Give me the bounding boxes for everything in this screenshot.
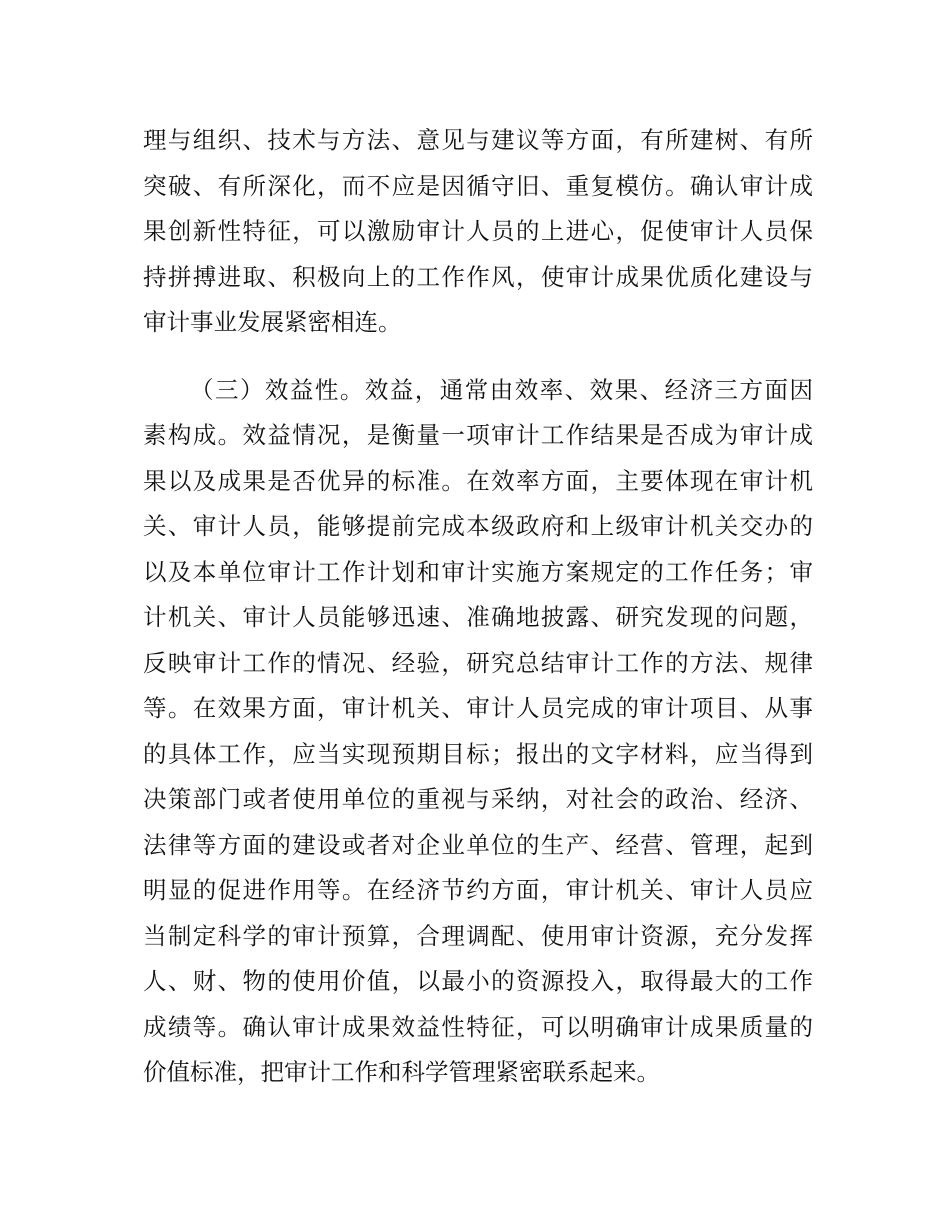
paragraph-line: 理与组织、技术与方法、意见与建议等方面，有所建树、有所 (143, 126, 813, 154)
paragraph-1 (143, 118, 813, 346)
paragraph-line: 关、审计人员，能够提前完成本级政府和上级审计机关交办的 (143, 512, 813, 540)
paragraph-line: 素构成。效益情况，是衡量一项审计工作结果是否成为审计成 (143, 421, 813, 449)
paragraph-line: 突破、有所深化，而不应是因循守旧、重复模仿。确认审计成 (143, 171, 813, 200)
paragraph-line: 审计事业发展紧密相连。 (143, 308, 402, 336)
paragraph-line: 当制定科学的审计预算，合理调配、使用审计资源，充分发挥 (143, 921, 813, 950)
paragraph-line: 法律等方面的建设或者对企业单位的生产、经营、管理，起到 (143, 830, 813, 859)
paragraph-line: 果创新性特征，可以激励审计人员的上进心，促使审计人员保 (143, 217, 813, 245)
paragraph-line: 果以及成果是否优异的标准。在效率方面，主要体现在审计机 (143, 466, 813, 495)
paragraph-line: 价值标准，把审计工作和科学管理紧密联系起来。 (143, 1058, 660, 1086)
paragraph-2 (143, 368, 813, 1096)
paragraph-line: 的具体工作，应当实现预期目标；报出的文字材料，应当得到 (143, 739, 813, 768)
paragraph-line: 反映审计工作的情况、经验，研究总结审计工作的方法、规律 (143, 648, 813, 677)
document-body (143, 118, 813, 1096)
paragraph-spacer (143, 346, 813, 368)
paragraph-line: 等。在效果方面，审计机关、审计人员完成的审计项目、从事 (143, 694, 813, 722)
paragraph-line: 持拼搏进取、积极向上的工作作风，使审计成果优质化建设与 (143, 262, 813, 291)
paragraph-line: 决策部门或者使用单位的重视与采纳，对社会的政治、经济、 (143, 785, 813, 813)
paragraph-line: 明显的促进作用等。在经济节约方面，审计机关、审计人员应 (143, 876, 813, 904)
paragraph-line: 人、财、物的使用价值，以最小的资源投入，取得最大的工作 (143, 967, 813, 995)
paragraph-line: （三）效益性。效益，通常由效率、效果、经济三方面因 (190, 375, 813, 404)
paragraph-line: 成绩等。确认审计成果效益性特征，可以明确审计成果质量的 (143, 1012, 813, 1041)
paragraph-line: 计机关、审计人员能够迅速、准确地披露、研究发现的问题， (143, 603, 813, 631)
paragraph-line: 以及本单位审计工作计划和审计实施方案规定的工作任务；审 (143, 557, 813, 586)
